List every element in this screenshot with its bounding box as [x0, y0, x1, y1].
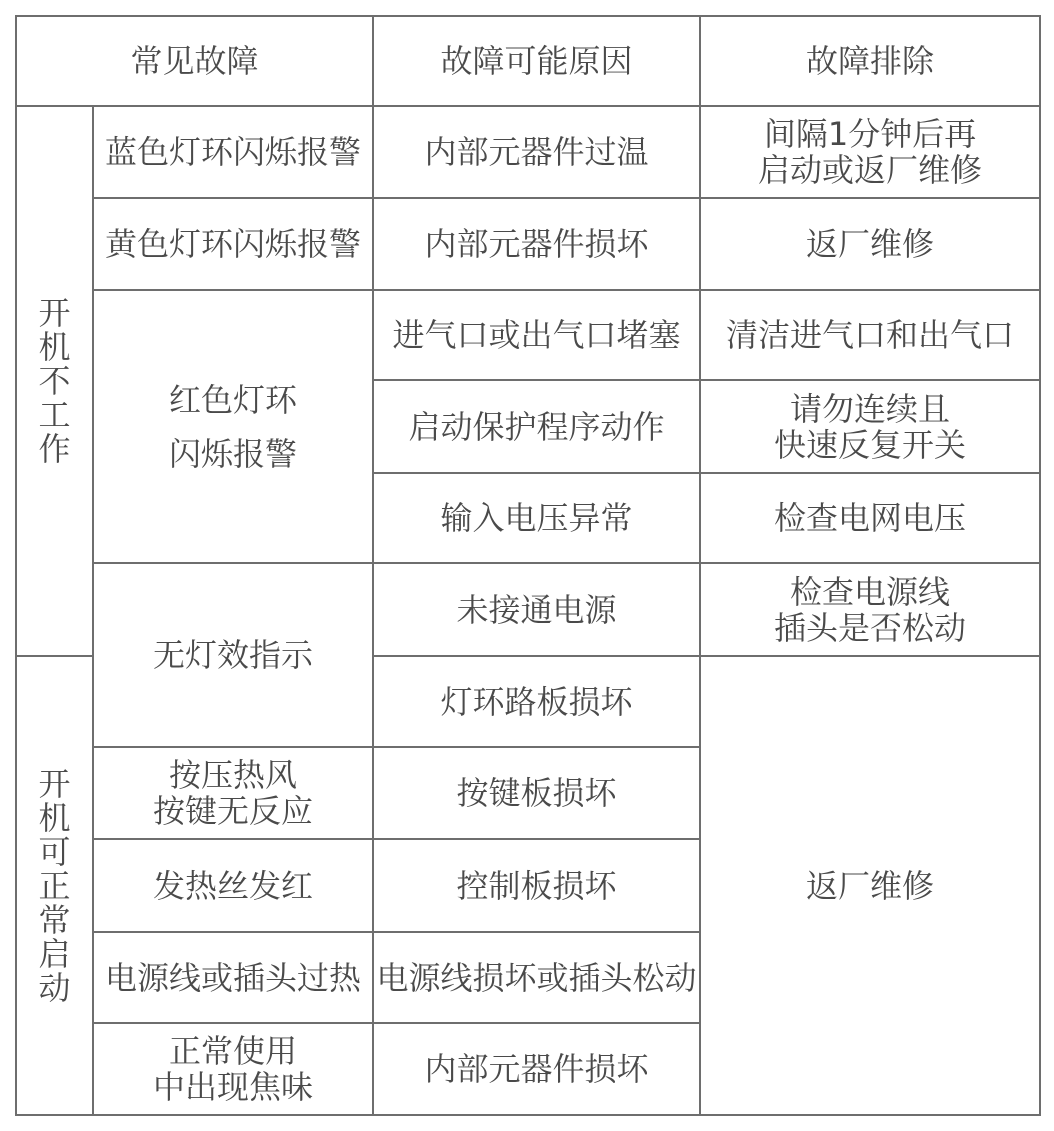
symptom-cell: 发热丝发红: [93, 839, 373, 932]
table-row: [16, 198, 1040, 290]
solution-line: 请勿连续且: [790, 389, 951, 428]
table-row: [16, 290, 1040, 380]
solution-cell: 清洁进气口和出气口: [700, 290, 1040, 380]
cause-cell: 电源线损坏或插头松动: [373, 932, 700, 1023]
symptom-line: 按键无反应: [153, 792, 314, 830]
symptom-cell: [93, 1023, 373, 1115]
solution-cell: 返厂维修: [700, 656, 1040, 1115]
vertical-text: [17, 296, 92, 466]
symptom-line: 正常使用: [169, 1032, 298, 1070]
solution-line: 插头是否松动: [774, 608, 967, 647]
vertical-char: 常: [38, 900, 71, 939]
symptom-cell: [93, 290, 373, 563]
symptom-cell: 无灯效指示: [93, 563, 373, 747]
cause-cell: 内部元器件过温: [373, 106, 700, 198]
solution-line: 快速反复开关: [774, 425, 967, 464]
cause-cell: 内部元器件损坏: [373, 1023, 700, 1115]
group-label-normal-start: [16, 656, 93, 1115]
vertical-char: 机: [38, 798, 71, 837]
solution-line: 检查电源线: [790, 572, 951, 611]
solution-line: 间隔1分钟后再: [763, 115, 977, 153]
symptom-line: 闪烁报警: [169, 434, 298, 473]
group-label-no-start: [16, 106, 93, 656]
table-row: [16, 563, 1040, 656]
header-symptom: 常见故障: [16, 16, 373, 106]
cause-cell: 未接通电源: [373, 563, 700, 656]
solution-cell: [700, 563, 1040, 656]
symptom-cell: [93, 747, 373, 839]
solution-cell: [700, 106, 1040, 198]
symptom-cell: 电源线或插头过热: [93, 932, 373, 1023]
header-solution: 故障排除: [700, 16, 1040, 106]
cause-cell: 进气口或出气口堵塞: [373, 290, 700, 380]
symptom-line: 按压热风: [169, 756, 298, 794]
symptom-cell: 蓝色灯环闪烁报警: [93, 106, 373, 198]
vertical-char: 启: [38, 934, 71, 973]
symptom-cell: 黄色灯环闪烁报警: [93, 198, 373, 290]
solution-cell: [700, 380, 1040, 473]
cause-cell: 灯环路板损坏: [373, 656, 700, 747]
vertical-text: [17, 764, 92, 1007]
cause-cell: 输入电压异常: [373, 473, 700, 563]
cause-cell: 按键板损坏: [373, 747, 700, 839]
solution-cell: 检查电网电压: [700, 473, 1040, 563]
cause-cell: 控制板损坏: [373, 839, 700, 932]
vertical-char: 开: [38, 764, 71, 803]
header-cause: 故障可能原因: [373, 16, 700, 106]
vertical-char: 工: [38, 396, 71, 434]
symptom-line: 中出现焦味: [153, 1068, 314, 1106]
solution-cell: 返厂维修: [700, 198, 1040, 290]
table-row: [16, 106, 1040, 198]
header-row: [16, 16, 1040, 106]
symptom-line: 红色灯环: [169, 380, 298, 419]
solution-line: 启动或返厂维修: [758, 151, 983, 189]
cause-cell: 内部元器件损坏: [373, 198, 700, 290]
vertical-char: 正: [38, 866, 71, 905]
vertical-char: 动: [38, 968, 71, 1007]
vertical-char: 可: [38, 832, 71, 871]
vertical-char: 机: [38, 328, 71, 366]
vertical-char: 开: [38, 294, 71, 332]
troubleshooting-table: [15, 15, 1041, 1116]
cause-cell: 启动保护程序动作: [373, 380, 700, 473]
vertical-char: 不: [38, 362, 71, 400]
vertical-char: 作: [38, 430, 71, 468]
